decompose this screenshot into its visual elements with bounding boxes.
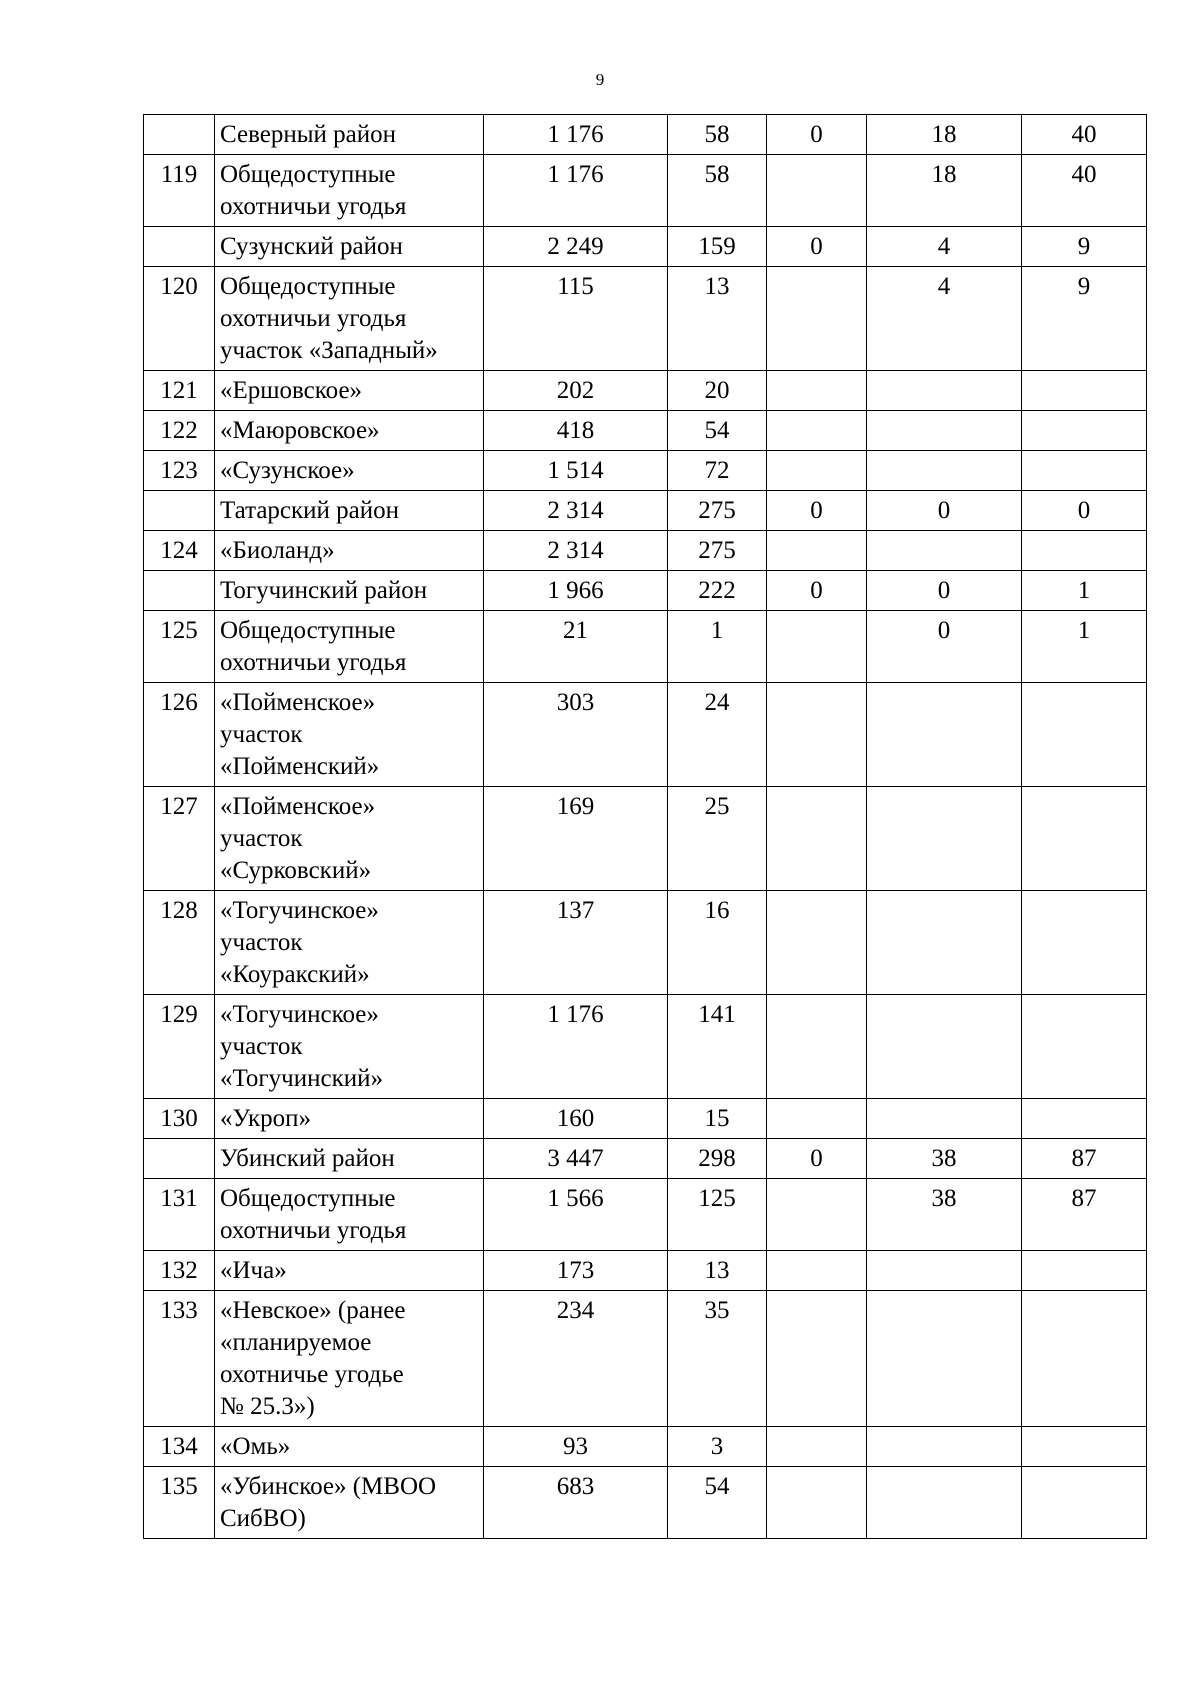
- value-cell-1: 115: [484, 267, 668, 371]
- value-cell-2: 1: [668, 611, 767, 683]
- value-cell-1: 137: [484, 891, 668, 995]
- value-cell-1: 418: [484, 411, 668, 451]
- value-cell-2: 58: [668, 155, 767, 227]
- value-cell-4: 18: [867, 115, 1022, 155]
- value-cell-3: [767, 371, 867, 411]
- row-number-cell: [144, 491, 215, 531]
- value-cell-1: 2 314: [484, 531, 668, 571]
- hunting-ground-name-cell: Сузунский район: [215, 227, 484, 267]
- value-cell-4: [867, 1251, 1022, 1291]
- value-cell-2: 24: [668, 683, 767, 787]
- hunting-ground-name-cell: «Невское» (ранее «планируемое охотничье угодье № 25.3»): [215, 1291, 484, 1427]
- value-cell-2: 222: [668, 571, 767, 611]
- value-cell-4: [867, 411, 1022, 451]
- value-cell-1: 21: [484, 611, 668, 683]
- value-cell-3: [767, 611, 867, 683]
- value-cell-2: 54: [668, 411, 767, 451]
- value-cell-5: [1022, 995, 1147, 1099]
- row-number-cell: 132: [144, 1251, 215, 1291]
- value-cell-3: [767, 683, 867, 787]
- value-cell-5: [1022, 787, 1147, 891]
- hunting-ground-name-cell: «Биоланд»: [215, 531, 484, 571]
- value-cell-5: [1022, 1291, 1147, 1427]
- value-cell-4: [867, 531, 1022, 571]
- value-cell-3: 0: [767, 115, 867, 155]
- table-row: [144, 787, 1147, 891]
- value-cell-1: 2 314: [484, 491, 668, 531]
- value-cell-1: 683: [484, 1467, 668, 1539]
- value-cell-5: [1022, 1427, 1147, 1467]
- row-number-cell: 130: [144, 1099, 215, 1139]
- value-cell-5: 40: [1022, 115, 1147, 155]
- value-cell-5: [1022, 683, 1147, 787]
- row-number-cell: [144, 227, 215, 267]
- value-cell-3: [767, 451, 867, 491]
- district-total-row: [144, 115, 1147, 155]
- table-body: [144, 115, 1147, 1539]
- value-cell-3: 0: [767, 491, 867, 531]
- value-cell-3: 0: [767, 571, 867, 611]
- hunting-ground-name-cell: «Укроп»: [215, 1099, 484, 1139]
- value-cell-2: 13: [668, 1251, 767, 1291]
- value-cell-3: [767, 155, 867, 227]
- value-cell-3: [767, 787, 867, 891]
- district-total-row: [144, 1139, 1147, 1179]
- table-row: [144, 371, 1147, 411]
- value-cell-3: [767, 995, 867, 1099]
- value-cell-5: 40: [1022, 155, 1147, 227]
- row-number-cell: 126: [144, 683, 215, 787]
- row-number-cell: [144, 1139, 215, 1179]
- table-row: [144, 1179, 1147, 1251]
- value-cell-2: 159: [668, 227, 767, 267]
- value-cell-4: [867, 995, 1022, 1099]
- value-cell-5: [1022, 1251, 1147, 1291]
- hunting-ground-name-cell: Тогучинский район: [215, 571, 484, 611]
- value-cell-3: [767, 1099, 867, 1139]
- value-cell-3: [767, 1251, 867, 1291]
- table-row: [144, 451, 1147, 491]
- value-cell-1: 160: [484, 1099, 668, 1139]
- district-total-row: [144, 491, 1147, 531]
- row-number-cell: 128: [144, 891, 215, 995]
- row-number-cell: 129: [144, 995, 215, 1099]
- table-row: [144, 1251, 1147, 1291]
- value-cell-4: 18: [867, 155, 1022, 227]
- hunting-ground-name-cell: Общедоступные охотничьи угодья: [215, 1179, 484, 1251]
- value-cell-5: [1022, 891, 1147, 995]
- district-total-row: [144, 227, 1147, 267]
- row-number-cell: 135: [144, 1467, 215, 1539]
- value-cell-5: 9: [1022, 267, 1147, 371]
- table-row: [144, 891, 1147, 995]
- table-row: [144, 1291, 1147, 1427]
- row-number-cell: [144, 115, 215, 155]
- table-row: [144, 1099, 1147, 1139]
- hunting-ground-name-cell: «Маюровское»: [215, 411, 484, 451]
- row-number-cell: [144, 571, 215, 611]
- value-cell-3: [767, 531, 867, 571]
- table-row: [144, 683, 1147, 787]
- row-number-cell: 119: [144, 155, 215, 227]
- hunting-ground-name-cell: Северный район: [215, 115, 484, 155]
- hunting-ground-name-cell: «Омь»: [215, 1427, 484, 1467]
- value-cell-1: 1 176: [484, 155, 668, 227]
- value-cell-3: [767, 1427, 867, 1467]
- hunting-ground-name-cell: «Ича»: [215, 1251, 484, 1291]
- value-cell-1: 1 176: [484, 995, 668, 1099]
- hunting-ground-name-cell: «Тогучинское» участок «Коуракский»: [215, 891, 484, 995]
- value-cell-3: [767, 1179, 867, 1251]
- value-cell-1: 202: [484, 371, 668, 411]
- value-cell-4: [867, 451, 1022, 491]
- hunting-ground-name-cell: «Пойменское» участок «Пойменский»: [215, 683, 484, 787]
- value-cell-1: 93: [484, 1427, 668, 1467]
- hunting-ground-name-cell: Общедоступные охотничьи угодья участок «Западный»: [215, 267, 484, 371]
- table-row: [144, 1427, 1147, 1467]
- value-cell-5: 87: [1022, 1179, 1147, 1251]
- row-number-cell: 125: [144, 611, 215, 683]
- value-cell-1: 1 966: [484, 571, 668, 611]
- value-cell-5: [1022, 451, 1147, 491]
- value-cell-5: 87: [1022, 1139, 1147, 1179]
- hunting-ground-name-cell: «Убинское» (МВОО СибВО): [215, 1467, 484, 1539]
- hunting-ground-name-cell: «Ершовское»: [215, 371, 484, 411]
- value-cell-5: [1022, 1099, 1147, 1139]
- value-cell-4: 0: [867, 571, 1022, 611]
- value-cell-3: [767, 267, 867, 371]
- value-cell-4: 4: [867, 267, 1022, 371]
- value-cell-3: 0: [767, 1139, 867, 1179]
- hunting-ground-name-cell: Общедоступные охотничьи угодья: [215, 155, 484, 227]
- row-number-cell: 134: [144, 1427, 215, 1467]
- value-cell-2: 20: [668, 371, 767, 411]
- value-cell-4: 38: [867, 1179, 1022, 1251]
- hunting-ground-name-cell: «Сузунское»: [215, 451, 484, 491]
- value-cell-4: [867, 683, 1022, 787]
- value-cell-5: 0: [1022, 491, 1147, 531]
- value-cell-3: [767, 1467, 867, 1539]
- value-cell-5: [1022, 531, 1147, 571]
- table-row: [144, 1467, 1147, 1539]
- table-row: [144, 267, 1147, 371]
- value-cell-1: 1 176: [484, 115, 668, 155]
- value-cell-2: 54: [668, 1467, 767, 1539]
- table-row: [144, 995, 1147, 1099]
- value-cell-1: 169: [484, 787, 668, 891]
- value-cell-1: 303: [484, 683, 668, 787]
- value-cell-4: [867, 787, 1022, 891]
- value-cell-1: 173: [484, 1251, 668, 1291]
- data-table: [143, 114, 1147, 1539]
- value-cell-4: 4: [867, 227, 1022, 267]
- row-number-cell: 131: [144, 1179, 215, 1251]
- value-cell-4: 38: [867, 1139, 1022, 1179]
- hunting-ground-name-cell: Убинский район: [215, 1139, 484, 1179]
- page-number: 9: [595, 70, 605, 89]
- value-cell-3: 0: [767, 227, 867, 267]
- value-cell-2: 16: [668, 891, 767, 995]
- table-row: [144, 155, 1147, 227]
- value-cell-4: [867, 1427, 1022, 1467]
- row-number-cell: 127: [144, 787, 215, 891]
- district-total-row: [144, 571, 1147, 611]
- table-row: [144, 611, 1147, 683]
- value-cell-2: 275: [668, 491, 767, 531]
- value-cell-3: [767, 1291, 867, 1427]
- value-cell-2: 58: [668, 115, 767, 155]
- hunting-ground-name-cell: «Тогучинское» участок «Тогучинский»: [215, 995, 484, 1099]
- value-cell-1: 1 566: [484, 1179, 668, 1251]
- value-cell-4: [867, 371, 1022, 411]
- value-cell-2: 25: [668, 787, 767, 891]
- value-cell-2: 35: [668, 1291, 767, 1427]
- row-number-cell: 124: [144, 531, 215, 571]
- value-cell-2: 298: [668, 1139, 767, 1179]
- value-cell-2: 125: [668, 1179, 767, 1251]
- value-cell-2: 15: [668, 1099, 767, 1139]
- value-cell-1: 3 447: [484, 1139, 668, 1179]
- value-cell-4: 0: [867, 611, 1022, 683]
- value-cell-4: 0: [867, 491, 1022, 531]
- value-cell-5: [1022, 411, 1147, 451]
- value-cell-4: [867, 1291, 1022, 1427]
- hunting-ground-name-cell: Татарский район: [215, 491, 484, 531]
- row-number-cell: 122: [144, 411, 215, 451]
- value-cell-3: [767, 891, 867, 995]
- value-cell-3: [767, 411, 867, 451]
- value-cell-2: 275: [668, 531, 767, 571]
- value-cell-5: [1022, 1467, 1147, 1539]
- value-cell-5: 1: [1022, 611, 1147, 683]
- value-cell-2: 141: [668, 995, 767, 1099]
- hunting-ground-name-cell: Общедоступные охотничьи угодья: [215, 611, 484, 683]
- table-row: [144, 411, 1147, 451]
- row-number-cell: 121: [144, 371, 215, 411]
- value-cell-5: 9: [1022, 227, 1147, 267]
- value-cell-4: [867, 1467, 1022, 1539]
- value-cell-1: 2 249: [484, 227, 668, 267]
- value-cell-4: [867, 891, 1022, 995]
- value-cell-2: 3: [668, 1427, 767, 1467]
- value-cell-5: 1: [1022, 571, 1147, 611]
- value-cell-2: 13: [668, 267, 767, 371]
- row-number-cell: 123: [144, 451, 215, 491]
- value-cell-1: 234: [484, 1291, 668, 1427]
- value-cell-4: [867, 1099, 1022, 1139]
- value-cell-2: 72: [668, 451, 767, 491]
- value-cell-1: 1 514: [484, 451, 668, 491]
- value-cell-5: [1022, 371, 1147, 411]
- row-number-cell: 120: [144, 267, 215, 371]
- table-row: [144, 531, 1147, 571]
- hunting-ground-name-cell: «Пойменское» участок «Сурковский»: [215, 787, 484, 891]
- row-number-cell: 133: [144, 1291, 215, 1427]
